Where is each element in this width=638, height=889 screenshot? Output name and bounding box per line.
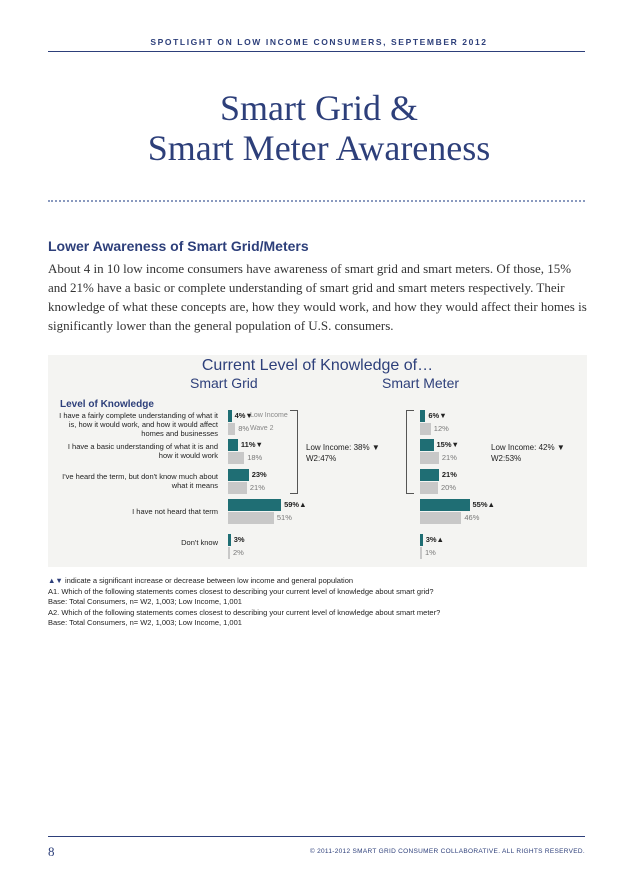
- value-label-wave-2: 21%: [249, 483, 265, 492]
- bar-wave-2: [420, 547, 422, 559]
- value-label-low-income: 23%: [251, 470, 267, 479]
- value-label-wave-2: 8%: [238, 424, 250, 433]
- summary-low-income: Low Income: 38% ▼: [306, 443, 380, 452]
- bar-wave-2: [228, 547, 230, 559]
- bar-low-income: [420, 499, 470, 511]
- page-title: [0, 88, 638, 168]
- bar-low-income: [228, 499, 281, 511]
- category-label: I have a basic understanding of what it is and how it would work: [67, 442, 218, 460]
- bar-low-income: [420, 439, 434, 451]
- value-label-low-income: 21%: [441, 470, 457, 479]
- legend-low-income: Low Income: [250, 412, 288, 419]
- copyright-notice: © 2011-2012 SMART GRID CONSUMER COLLABORATIVE. ALL RIGHTS RESERVED.: [309, 848, 585, 855]
- awareness-bracket: [406, 410, 414, 494]
- significance-arrows: ▲▼: [48, 576, 63, 585]
- value-label-wave-2: 18%: [247, 453, 263, 462]
- body-paragraph: About 4 in 10 low income consumers have awareness of smart grid and smart meters. Of those, 15% and 21% have a basic or complete understanding of smart grid and smart meters respectively. Their knowledge of what these concepts are, how they would work, and how they would affect their homes is significantly lower than the general population of U.S. consumers.: [48, 261, 587, 333]
- value-label-low-income: 3%: [233, 535, 245, 544]
- bar-low-income: [228, 469, 249, 481]
- running-header: SPOTLIGHT ON LOW INCOME CONSUMERS, SEPTEMBER 2012: [150, 37, 488, 47]
- value-label-low-income: 3%▲: [425, 535, 444, 544]
- bar-wave-2: [420, 482, 438, 494]
- knowledge-chart: [48, 355, 587, 567]
- significance-note: [48, 576, 588, 587]
- category-label: Don't know: [181, 538, 218, 547]
- bar-wave-2: [228, 423, 235, 435]
- significance-text: indicate a significant increase or decrease between low income and general population: [62, 576, 354, 585]
- value-label-low-income: 15%▼: [436, 440, 459, 449]
- page-title-line-1: Smart Grid &: [220, 88, 418, 128]
- page-number: 8: [48, 844, 55, 859]
- value-label-low-income: 6%▼: [428, 411, 447, 420]
- summary-wave-2: W2:47%: [306, 454, 337, 463]
- bar-low-income: [228, 534, 231, 546]
- bar-low-income: [420, 410, 425, 422]
- category-label: I have a fairly complete understanding of what it is, how it would work, and how it would affect homes and businesses: [59, 411, 218, 438]
- value-label-wave-2: 20%: [441, 483, 457, 492]
- value-label-low-income: 4%▼: [234, 411, 253, 420]
- dotted-divider: [48, 200, 585, 203]
- value-label-wave-2: 51%: [276, 513, 292, 522]
- bar-low-income: [228, 439, 238, 451]
- question-a2: A2. Which of the following statements comes closest to describing your current level of knowledge about smart meter?: [48, 607, 441, 617]
- chart-heading-smart-grid: Smart Grid: [190, 375, 258, 391]
- value-label-wave-2: 1%: [425, 548, 436, 557]
- page-title-line-2: Smart Meter Awareness: [147, 128, 491, 168]
- question-a1: A1. Which of the following statements comes closest to describing your current level of knowledge about smart grid?: [48, 586, 434, 596]
- value-label-wave-2: 2%: [233, 548, 244, 557]
- header-divider: [48, 51, 585, 52]
- base-a2: Base: Total Consumers, n= W2, 1,003; Low Income, 1,001: [48, 618, 242, 627]
- section-heading: Lower Awareness of Smart Grid/Meters: [48, 238, 309, 254]
- value-label-low-income: 55%▲: [472, 500, 495, 509]
- bar-wave-2: [228, 452, 244, 464]
- category-label: I have not heard that term: [132, 507, 218, 516]
- summary-wave-2: W2:53%: [491, 454, 522, 463]
- base-a1: Base: Total Consumers, n= W2, 1,003; Low Income, 1,001: [48, 597, 242, 606]
- value-label-wave-2: 46%: [464, 513, 480, 522]
- bar-wave-2: [228, 512, 274, 524]
- bar-low-income: [228, 410, 232, 422]
- category-label: I've heard the term, but don't know much about what it means: [62, 472, 218, 490]
- bar-wave-2: [420, 423, 431, 435]
- bar-wave-2: [420, 512, 461, 524]
- legend-wave-2: Wave 2: [250, 425, 274, 432]
- summary-low-income: Low Income: 42% ▼: [491, 443, 565, 452]
- value-label-wave-2: 21%: [441, 453, 457, 462]
- value-label-low-income: 59%▲: [284, 500, 307, 509]
- bar-low-income: [420, 534, 423, 546]
- value-label-low-income: 11%▼: [240, 440, 263, 449]
- footer-divider: [48, 836, 585, 837]
- value-label-wave-2: 12%: [433, 424, 449, 433]
- legend-title: Level of Knowledge: [60, 399, 154, 410]
- bar-wave-2: [420, 452, 439, 464]
- chart-heading-smart-meter: Smart Meter: [382, 375, 460, 391]
- bar-wave-2: [228, 482, 247, 494]
- chart-title: Current Level of Knowledge of…: [201, 357, 434, 374]
- awareness-bracket: [290, 410, 298, 494]
- chart-notes: [48, 576, 588, 629]
- bar-low-income: [420, 469, 439, 481]
